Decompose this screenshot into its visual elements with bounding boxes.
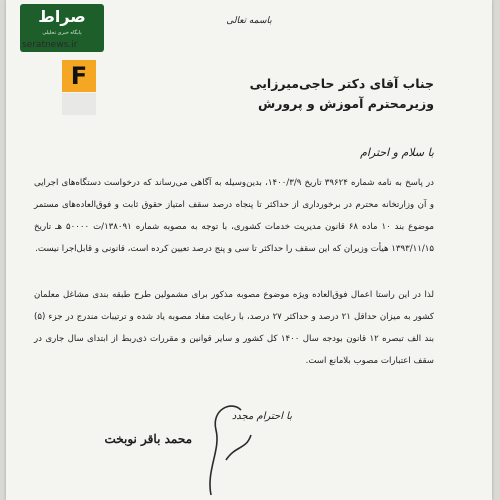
badge-underlay — [62, 93, 96, 115]
letter-heading: باسمه تعالی — [226, 16, 272, 26]
body-paragraph-2: لذا در این راستا اعمال فوق‌العاده ویژه موضوع مصوبه مذکور برای مشمولین طرح طبقه بندی مشاغل معلمان کشور به میزان حداقل ۲۱ درصد و حداکثر ۲۷ درصد، با رعایت مفاد مصوبه یاد شده و ترتیبات مندرج در جزء (۵) بند الف تبصره ۱۲ قانون بودجه سال ۱۴۰۰ کل کشور و سایر قوانین و مقررات ذی‌ربط از ابتدای سال جاری در سقف اعتبارات مصوب بلامانع است. — [34, 290, 434, 366]
closing: با احترام مجدد — [231, 411, 292, 422]
letter-page — [6, 0, 492, 500]
watermark-url: seratnews.ir — [22, 40, 78, 50]
watermark-subtitle: پایگاه خبری تحلیلی — [42, 30, 82, 36]
f-badge-icon: F — [62, 60, 96, 92]
watermark-logo-text: صراط — [38, 7, 86, 26]
greeting: با سلام و احترام — [360, 146, 434, 159]
signatory-name: محمد باقر نوبخت — [104, 432, 192, 446]
body-paragraph-1: در پاسخ به نامه شماره ۳۹۶۲۴ تاریخ ۱۴۰۰/۳/۹، بدین‌وسیله به آگاهی می‌رساند که درخواست دستگاه‌های اجرایی و آن وزارتخانه محترم در برخورداری از حداکثر تا پنجاه درصد سقف امتیاز حقوق ثابت و فوق‌العاده‌های مستمر موضوع بند ۱۰ ماده ۶۸ قانون مدیریت خدمات کشوری، با توجه به مصوبه شماره ۱۳۸۰۹۱/ت ۵۰۰۰۰ هـ تاریخ ۱۳۹۳/۱۱/۱۵ هیأت وزیران که این سقف را حداکثر تا سی و پنج درصد تعیین کرده است، قانونی و قابل‌اجرا نیست. — [34, 178, 434, 254]
handwritten-signature-icon — [181, 390, 271, 500]
addressee-name: جناب آقای دکتر حاجی‌میرزایی — [249, 76, 434, 91]
addressee-title: وزیرمحترم آموزش و پرورش — [257, 96, 434, 111]
